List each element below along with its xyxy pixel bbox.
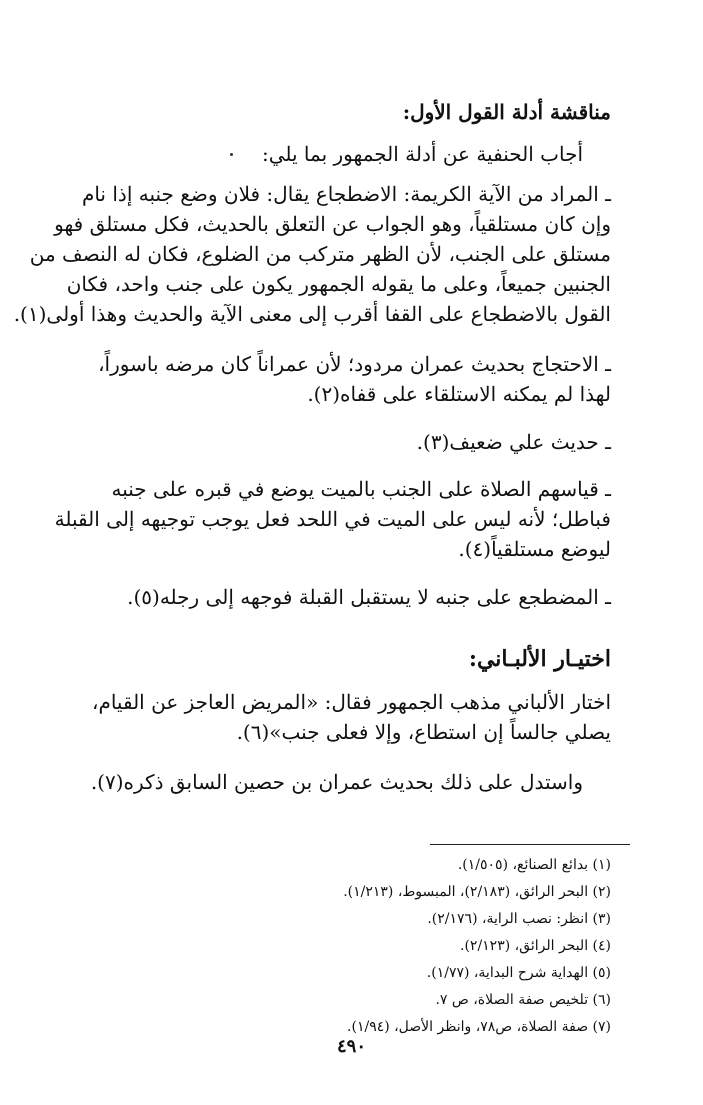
paragraph-line: يصلي جالساً إن استطاع، وإلا فعلى جنب»(٦). <box>236 720 611 744</box>
paragraph-line: ليوضع مستلقياً(٤). <box>458 537 611 561</box>
footnote-divider <box>430 844 630 845</box>
paragraph-line: القول بالاضطجاع على القفا أقرب إلى معنى الآية والحديث وهذا أولى(١). <box>13 302 611 326</box>
paragraph-line: مستلق على الجنب، لأن الظهر متركب من الضلوع، فكان له النصف من <box>29 242 611 266</box>
footnote: (٦) تلخيص صفة الصلاة، ص ٧. <box>435 992 611 1008</box>
footnote: (٤) البحر الرائق، (٢/١٢٣). <box>460 938 611 954</box>
paragraph-line: الجنبين جميعاً، وعلى ما يقوله الجمهور يكون على جنب واحد، فكان <box>66 272 611 296</box>
ink-dot <box>230 153 233 156</box>
paragraph-line: فباطل؛ لأنه ليس على الميت في اللحد فعل يوجب توجيهه إلى القبلة <box>54 507 611 531</box>
footnote: (١) بدائع الصنائع، (١/٥٠٥). <box>457 857 611 873</box>
paragraph-line: واستدل على ذلك بحديث عمران بن حصين السابق ذكره(٧). <box>90 770 583 794</box>
paragraph-line: ـ قياسهم الصلاة على الجنب بالميت يوضع في قبره على جنبه <box>111 477 611 501</box>
footnote: (٣) انظر: نصب الراية، (٢/١٧٦). <box>427 911 611 927</box>
paragraph-line: ـ المضطجع على جنبه لا يستقبل القبلة فوجهه إلى رجله(٥). <box>127 585 611 609</box>
section-heading-discussion: مناقشة أدلة القول الأول: <box>402 100 611 124</box>
footnote: (٢) البحر الرائق، (٢/١٨٣)، المبسوط، (١/٢١٣). <box>343 884 611 900</box>
footnote: (٧) صفة الصلاة، ص٧٨، وانظر الأصل، (١/٩٤). <box>347 1019 611 1035</box>
paragraph-line: اختار الألباني مذهب الجمهور فقال: «المريض العاجز عن القيام، <box>92 690 611 714</box>
paragraph-line: وإن كان مستلقياً، وهو الجواب عن التعلق بالحديث، فكل مستلق فهو <box>54 212 611 236</box>
paragraph-line: لهذا لم يمكنه الاستلقاء على قفاه(٢). <box>307 382 611 406</box>
paragraph-line: ـ حديث علي ضعيف(٣). <box>416 430 611 454</box>
paragraph-intro: أجاب الحنفية عن أدلة الجمهور بما يلي: <box>261 142 583 166</box>
page-number: ٤٩٠ <box>336 1036 366 1057</box>
paragraph-line: ـ المراد من الآية الكريمة: الاضطجاع يقال: فلان وضع جنبه إذا نام <box>81 182 611 206</box>
footnote: (٥) الهداية شرح البداية، (١/٧٧). <box>426 965 611 981</box>
paragraph-line: ـ الاحتجاج بحديث عمران مردود؛ لأن عمراناً كان مرضه باسوراً، <box>98 352 611 376</box>
section-heading-albani: اختيـار الألبـاني: <box>468 646 611 672</box>
